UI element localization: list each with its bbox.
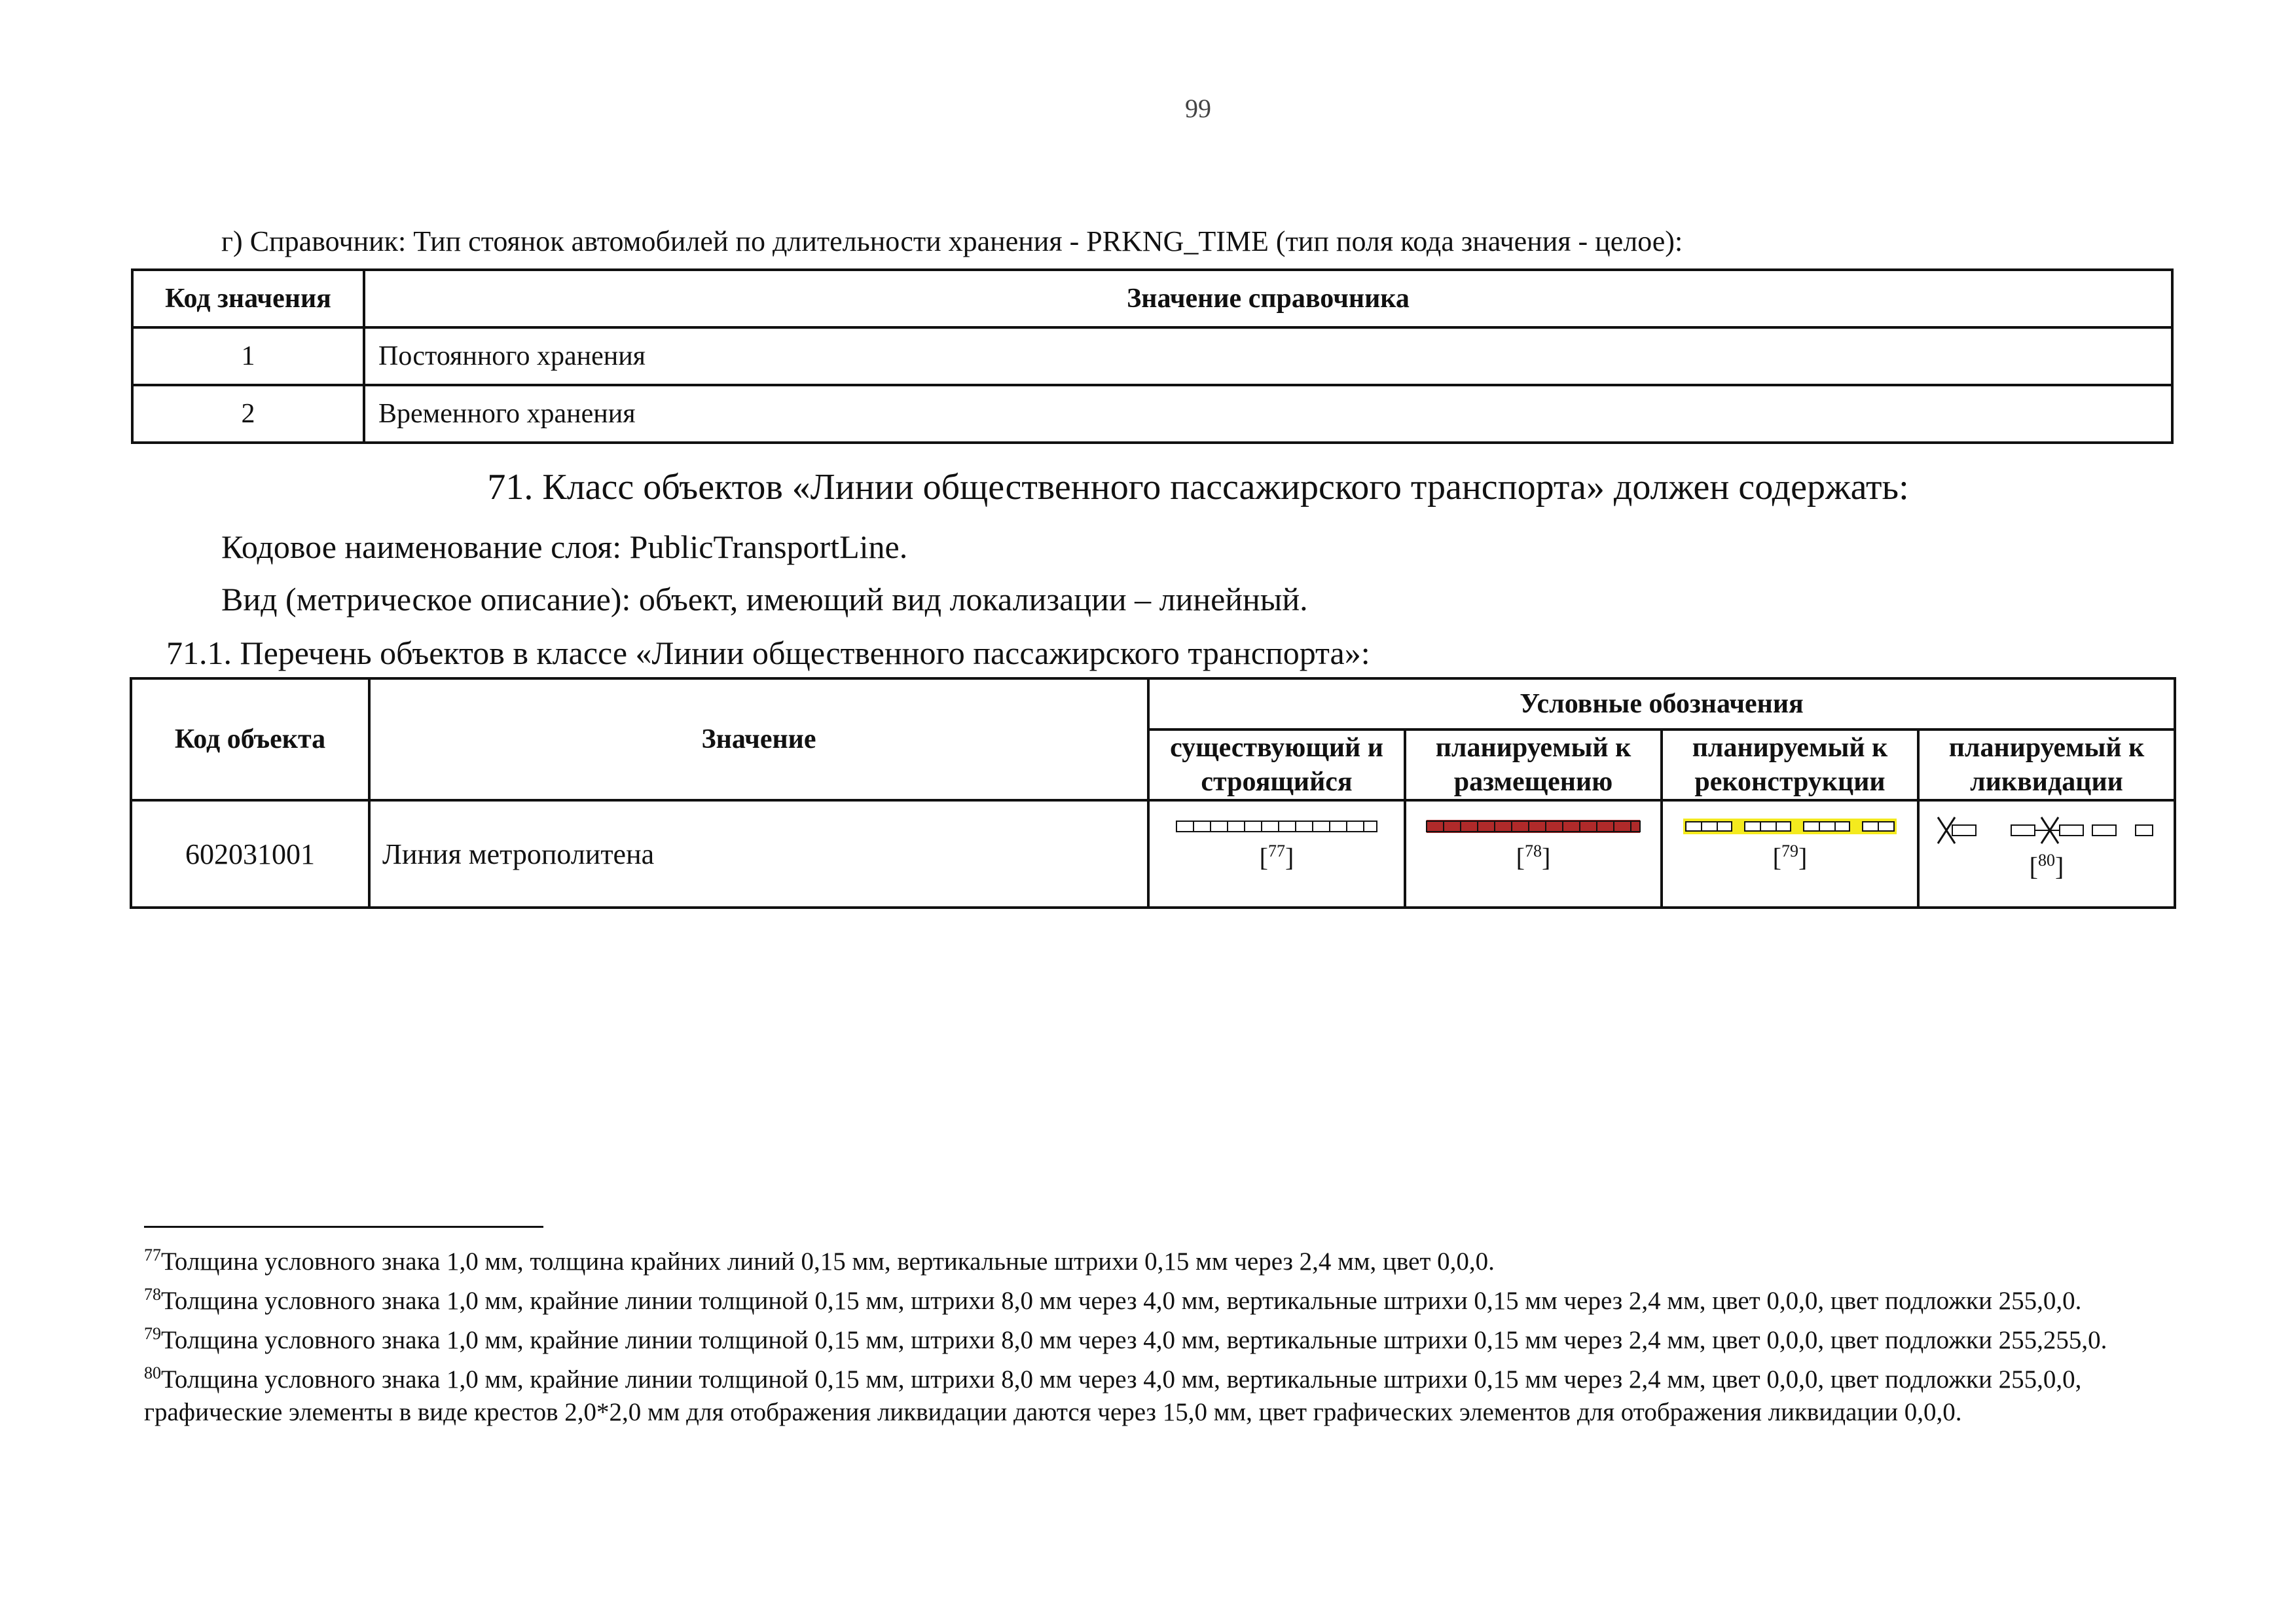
- metro-line-liquidation-symbol: [1935, 816, 2158, 845]
- row-value: Временного хранения: [364, 385, 2172, 443]
- header-value: Значение: [369, 678, 1148, 800]
- legend-planned-reconstruction: [1662, 800, 1918, 908]
- layer-code-paragraph: Кодовое наименование слоя: PublicTransportLine.: [221, 528, 908, 565]
- dictionary-caption: г) Справочник: Тип стоянок автомобилей по длительности хранения - PRKNG_TIME (тип поля кода значения - целое):: [221, 225, 1683, 257]
- section-heading: 71. Класс объектов «Линии общественного пассажирского транспорта» должен содержать:: [487, 467, 1909, 507]
- object-value: Линия метрополитена: [369, 800, 1148, 908]
- footnote-77: $^{77}$Толщина условного знака 1,0 мм, толщина крайних линий 0,15 мм, вертикальные штрихи 0,15 мм через 2,4 мм, цвет 0,0,0.: [144, 1246, 1495, 1276]
- objects-table: [130, 677, 2176, 909]
- footnote-80: $^{80}$Толщина условного знака 1,0 мм, крайние линии толщиной 0,15 мм, штрихи 8,0 мм через 4,0 мм, вертикальные штрихи 0,15 мм через 2,4 мм, цвет 0,0,0, цвет подложки 255,0,0, графические элементы в виде крестов 2,0*2,0 мм для отображения ликвидации даются через 15,0 мм, цвет графических элементов для отображения ликвидации 0,0,0.: [144, 1363, 2082, 1426]
- object-code: 602031001: [131, 800, 369, 908]
- footnote-79: $^{79}$Толщина условного знака 1,0 мм, крайние линии толщиной 0,15 мм, штрихи 8,0 мм через 4,0 мм, вертикальные штрихи 0,15 мм через 2,4 мм, цвет 0,0,0, цвет подложки 255,255,0.: [144, 1324, 2107, 1354]
- footnote-divider: [144, 1226, 543, 1228]
- footnote-ref: [$^{80}$]: [2029, 851, 2064, 881]
- metro-line-placement-symbol: [1425, 816, 1641, 836]
- list-heading: 71.1. Перечень объектов в классе «Линии общественного пассажирского транспорта»:: [166, 635, 1370, 671]
- header-object-code: Код объекта: [131, 678, 369, 800]
- header-planned-placement: планируемый к размещению: [1405, 729, 1662, 800]
- table-header-row: [131, 678, 2175, 729]
- row-value: Постоянного хранения: [364, 327, 2172, 385]
- legend-planned-placement: [1405, 800, 1662, 908]
- header-planned-reconstruction: планируемый к реконструкции: [1662, 729, 1918, 800]
- legend-existing: [1148, 800, 1405, 908]
- footnote-ref: [$^{79}$]: [1772, 841, 1808, 872]
- footnote-ref: [$^{78}$]: [1516, 841, 1551, 872]
- header-planned-liquidation: планируемый к ликвидации: [1918, 729, 2175, 800]
- metro-line-existing-symbol: [1175, 816, 1378, 836]
- table-row: [132, 385, 2172, 443]
- legend-planned-liquidation: [1918, 800, 2175, 908]
- metric-paragraph: Вид (метрическое описание): объект, имеющий вид локализации – линейный.: [221, 581, 1308, 618]
- table-row: [131, 800, 2175, 908]
- table-row: [132, 327, 2172, 385]
- header-existing: существующий и строящийся: [1148, 729, 1405, 800]
- header-legend: Условные обозначения: [1148, 678, 2175, 729]
- table-header-row: [132, 270, 2172, 327]
- metro-line-reconstruction-symbol: [1682, 816, 1898, 836]
- row-code: 2: [132, 385, 364, 443]
- row-code: 1: [132, 327, 364, 385]
- footnotes: [144, 1239, 2167, 1429]
- footnote-78: $^{78}$Толщина условного знака 1,0 мм, крайние линии толщиной 0,15 мм, штрихи 8,0 мм через 4,0 мм, вертикальные штрихи 0,15 мм через 2,4 мм, цвет 0,0,0, цвет подложки 255,0,0.: [144, 1285, 2082, 1315]
- footnote-ref: [$^{77}$]: [1259, 841, 1294, 872]
- header-dictionary-value: Значение справочника: [364, 270, 2172, 327]
- header-code-value: Код значения: [132, 270, 364, 327]
- page-number: 99: [1185, 94, 1211, 123]
- dictionary-table: [131, 268, 2174, 444]
